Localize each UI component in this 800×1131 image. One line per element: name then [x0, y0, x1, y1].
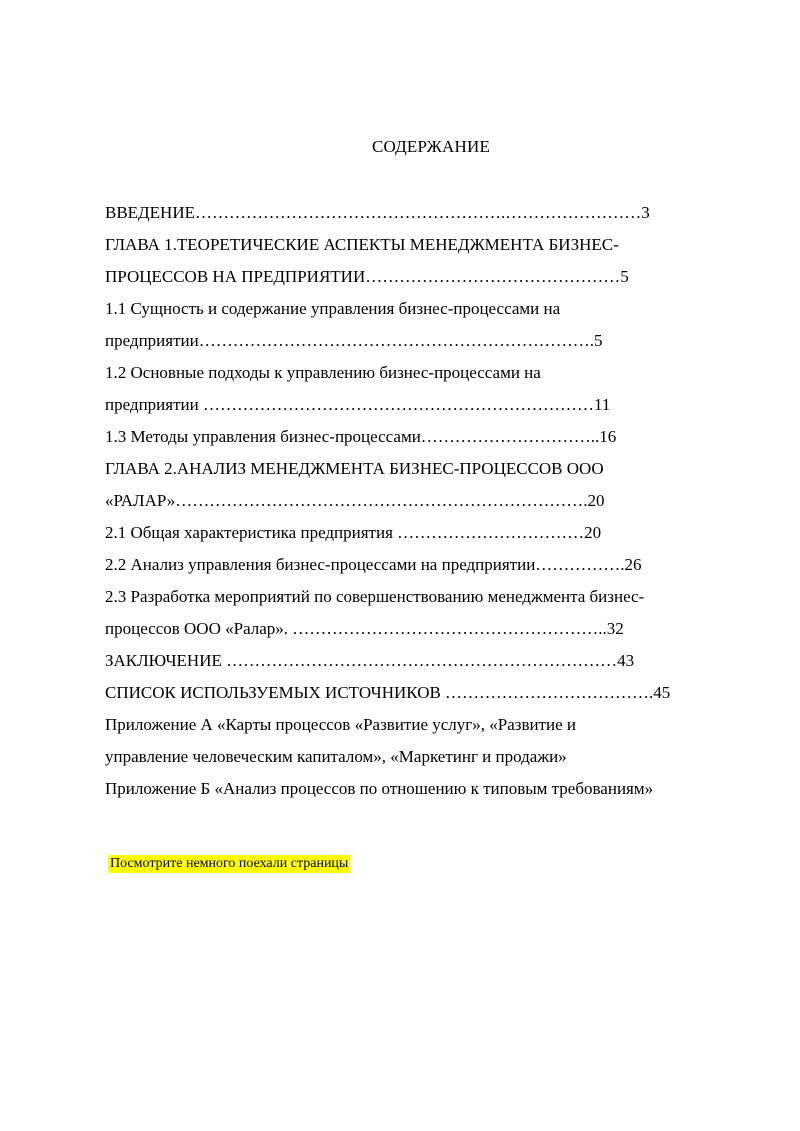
- toc-line: «РАЛАР»……………………………………………………………….20: [105, 491, 605, 510]
- toc-line: ВВЕДЕНИЕ……………………………………………….……………………3: [105, 203, 650, 222]
- toc-line: Приложение А «Карты процессов «Развитие услуг», «Развитие и: [105, 715, 577, 734]
- toc-line: 2.3 Разработка мероприятий по совершенствованию менеджмента бизнес-: [105, 587, 645, 606]
- toc-line: ГЛАВА 1.ТЕОРЕТИЧЕСКИЕ АСПЕКТЫ МЕНЕДЖМЕНТА БИЗНЕС-: [105, 235, 619, 254]
- toc-line: управление человеческим капиталом», «Маркетинг и продажи»: [105, 747, 567, 766]
- toc-line: Приложение Б «Анализ процессов по отношению к типовым требованиям»: [105, 779, 654, 798]
- toc-line: предприятии…………………………………………………………….5: [105, 331, 603, 350]
- highlighted-note: Посмотрите немного поехали страницы: [110, 856, 349, 871]
- toc-line: процессов ООО «Ралар». ………………………………………………..32: [105, 619, 624, 638]
- page-title: СОДЕРЖАНИЕ: [371, 137, 491, 156]
- toc-line: ПРОЦЕССОВ НА ПРЕДПРИЯТИИ………………………………………5: [105, 267, 629, 286]
- toc-line: 1.3 Методы управления бизнес-процессами…………………………..16: [105, 427, 617, 446]
- toc-line: ГЛАВА 2.АНАЛИЗ МЕНЕДЖМЕНТА БИЗНЕС-ПРОЦЕССОВ ООО: [105, 459, 604, 478]
- table-of-contents: [105, 200, 795, 808]
- toc-line: 2.1 Общая характеристика предприятия ……………………………20: [105, 523, 602, 542]
- toc-line: 1.1 Сущность и содержание управления бизнес-процессами на: [105, 299, 561, 318]
- toc-line: СПИСОК ИСПОЛЬЗУЕМЫХ ИСТОЧНИКОВ ……………………………….45: [105, 683, 671, 702]
- toc-line: 2.2 Анализ управления бизнес-процессами на предприятии…………….26: [105, 555, 642, 574]
- toc-line: 1.2 Основные подходы к управлению бизнес-процессами на: [105, 363, 541, 382]
- toc-line: ЗАКЛЮЧЕНИЕ ……………………………………………………………43: [105, 651, 635, 670]
- toc-line: предприятии ……………………………………………………………11: [105, 395, 611, 414]
